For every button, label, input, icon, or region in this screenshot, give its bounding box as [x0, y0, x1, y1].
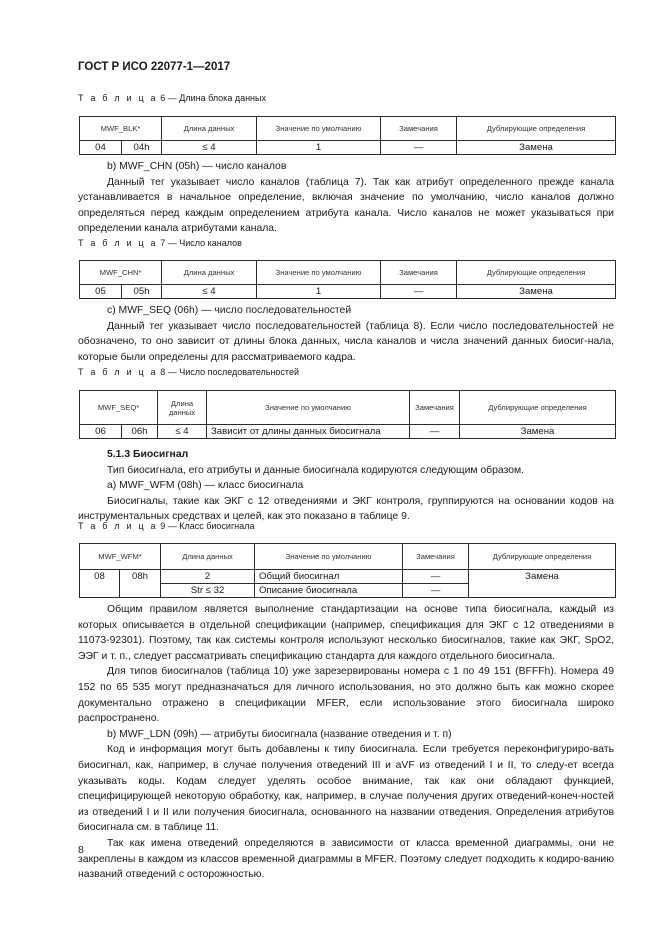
table-cell: —	[410, 425, 460, 439]
table-cell: 08h	[120, 570, 161, 598]
table-cell: Замена	[460, 425, 616, 439]
table-cell: Общий биосигнал	[255, 570, 403, 584]
table-cell: 1	[257, 285, 381, 299]
table-header-cell: Значение по умолчанию	[255, 544, 403, 570]
paragraph: Общим правилом является выполнение стандартизации на основе типа биосигнала, каждый из которых описывается в отдельной спецификации (например, спецификация для ЭКГ с 12 отведениями в 11073-92301). Поэтому, так как системы контроля используют несколько биосигналов, такие как ЭКГ, SpO2, ЭЭГ и т. п., следует рассматривать спецификацию стандарта для каждого отдельного биосигнала.	[78, 604, 614, 662]
table-cell: ≤ 4	[162, 141, 257, 155]
table-9-caption: Т а б л и ц а 9 — Класс биосигнала	[78, 521, 255, 531]
section-heading: 5.1.3 Биосигнал	[107, 449, 189, 460]
table-cell: Замена	[457, 285, 616, 299]
table-6-caption: Т а б л и ц а 6 — Длина блока данных	[78, 93, 266, 103]
table-cell: —	[381, 285, 457, 299]
table-header-cell: Длина данных	[162, 261, 257, 285]
table-cell: Замена	[469, 570, 616, 598]
page-number: 8	[78, 844, 84, 856]
paragraph: Для типов биосигналов (таблица 10) уже зарезервированы номера с 1 по 49 151 (BFFFh). Номера 49 152 по 65 535 могут предназначаться для личного использования, но это должно быть как можно скорее документально отражено в спецификации MFER, если использование этого биосигнала широко распространено.	[78, 666, 614, 725]
table-header-cell: MWF_WFM*	[80, 544, 161, 570]
paragraph: Данный тег указывает число последовательностей (таблица 8). Если число последовательностей не обозначено, то оно зависит от длины блока данных, числа каналов и числа значений данных биосиг-нала, которые были определены для рассматриваемого кадра.	[78, 320, 614, 363]
table-8-caption: Т а б л и ц а 8 — Число последовательностей	[78, 367, 299, 377]
paragraph: Данный тег указывает число каналов (таблица 7). Так как атрибут определенного прежде канала устанавливается в начальное определение, включая значение по умолчанию, число каналов должно определяться перед каждым определением атрибута канала. Число каналов не может указываться при определении канала атрибутами канала.	[78, 176, 614, 235]
table-header-cell: Замечания	[381, 261, 457, 285]
section-chn	[78, 159, 614, 237]
table-cell: —	[403, 584, 469, 598]
table-header-cell: Дублирующие определения	[460, 391, 616, 425]
table-cell: —	[403, 570, 469, 584]
section-title: b) MWF_CHN (05h) — число каналов	[107, 161, 287, 172]
table-header-cell: MWF_CHN*	[80, 261, 162, 285]
table-cell: —	[381, 141, 457, 155]
paragraph: Биосигналы, такие как ЭКГ с 12 отведениями и ЭКГ контроля, группируются на основании кодов на инструментальных средствах и целей, как это показано в таблице 9.	[78, 495, 614, 523]
table-cell: 04	[80, 141, 122, 155]
table-header-cell: MWF_SEQ*	[80, 391, 158, 425]
table-header-cell: Значение по умолчанию	[257, 117, 381, 141]
table-cell: 05h	[122, 285, 162, 299]
table-7-caption: Т а б л и ц а 7 — Число каналов	[78, 238, 242, 248]
table-8	[79, 390, 616, 439]
table-6	[79, 116, 616, 155]
table-header-cell: Дублирующие определения	[457, 117, 616, 141]
paragraph: Так как имена отведений определяются в зависимости от класса временной диаграммы, они не закреплены в каждом из классов временной диаграммы в MFER. Поэтому следует подходить к кодиро-ванию названий отведений с осторожностью.	[78, 837, 614, 881]
table-header-cell: Замечания	[403, 544, 469, 570]
table-cell: Замена	[457, 141, 616, 155]
table-header-cell: Значение по умолчанию	[257, 261, 381, 285]
section-biosignal	[78, 447, 614, 525]
paragraph: Тип биосигнала, его атрибуты и данные биосигнала кодируются следующим образом.	[107, 464, 525, 476]
table-header-cell: Значение по умолчанию	[207, 391, 410, 425]
body-text	[78, 602, 614, 883]
paragraph: b) MWF_LDN (09h) — атрибуты биосигнала (название отведения и т. п)	[107, 728, 452, 740]
table-header-cell: Дублирующие определения	[469, 544, 616, 570]
table-header-cell: Дублирующие определения	[457, 261, 616, 285]
table-cell: ≤ 4	[158, 425, 207, 439]
table-header-cell: Длина данных	[158, 391, 207, 425]
paragraph: a) MWF_WFM (08h) — класс биосигнала	[107, 480, 304, 492]
table-cell: 2	[161, 570, 255, 584]
table-header-cell: Длина данных	[161, 544, 255, 570]
table-7	[79, 260, 616, 299]
section-title: c) MWF_SEQ (06h) — число последовательностей	[107, 305, 352, 316]
table-cell: 06h	[122, 425, 158, 439]
paragraph: Код и информация могут быть добавлены к типу биосигнала. Если требуется переконфигуриро-вать биосигнал, как, например, в случае получения отведений III и aVF из отведений I и II, то следу-ет всегда указывать коды. Кодам следует уделять особое внимание, так как они обладают функцией, специфицирующей некоторую обработку, как, например, в случае получения других отведений-конеч-ностей из отведений I и II или получения биосигнала, основанного на названии отведения. Определения атрибутов биосигнала см. в таблице 11.	[78, 744, 614, 834]
table-9	[79, 543, 616, 598]
table-cell: 08	[80, 570, 120, 598]
table-cell: Зависит от длины данных биосигнала	[207, 425, 410, 439]
document-header: ГОСТ Р ИСО 22077-1—2017	[78, 61, 231, 73]
table-header-cell: Замечания	[410, 391, 460, 425]
table-cell: 04h	[122, 141, 162, 155]
table-cell: 05	[80, 285, 122, 299]
table-header-cell: Длина данных	[162, 117, 257, 141]
table-header-cell: MWF_BLK*	[80, 117, 162, 141]
table-header-cell: Замечания	[381, 117, 457, 141]
table-cell: Str ≤ 32	[161, 584, 255, 598]
table-cell: 1	[257, 141, 381, 155]
table-cell: 06	[80, 425, 122, 439]
table-cell: ≤ 4	[162, 285, 257, 299]
table-cell: Описание биосигнала	[255, 584, 403, 598]
section-seq	[78, 303, 614, 365]
